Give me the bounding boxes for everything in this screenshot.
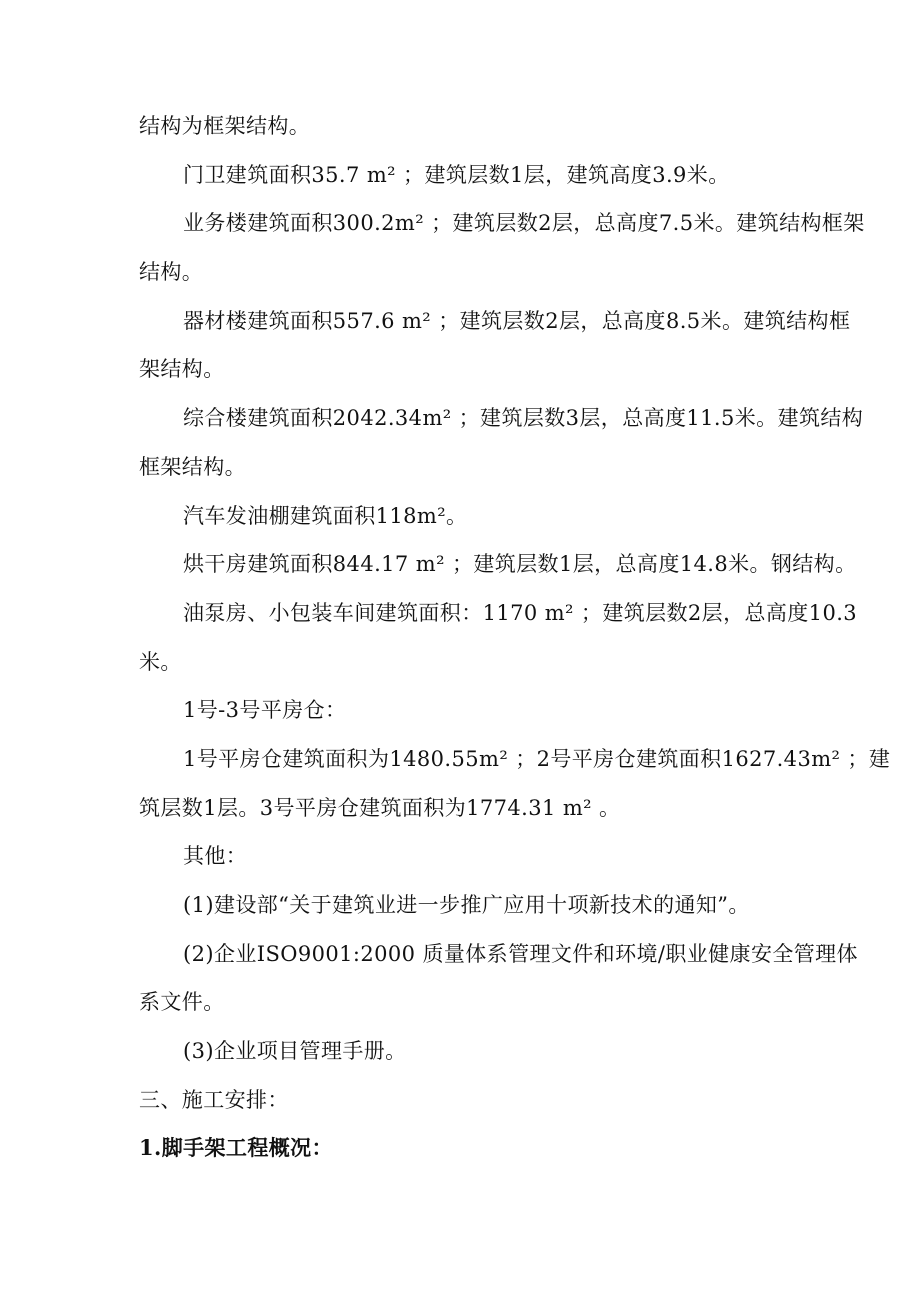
text-line: 框架结构。	[139, 454, 246, 479]
text-line: 烘干房建筑面积844.17 m² ；建筑层数1层，总高度14.8米。钢结构。	[183, 552, 857, 577]
text-line: 门卫建筑面积35.7 m² ；建筑层数1层，建筑高度3.9米。	[183, 162, 730, 187]
text-line: 业务楼建筑面积300.2m² ；建筑层数2层，总高度7.5米。建筑结构框架	[183, 211, 865, 236]
text-line: 其他：	[183, 844, 248, 869]
text-line: 结构。	[139, 260, 204, 285]
text-line: 架结构。	[139, 357, 225, 382]
text-line: 系文件。	[139, 990, 225, 1015]
text-line: (1)建设部“关于建筑业进一步推广应用十项新技术的通知”。	[183, 893, 750, 917]
text-line: 筑层数1层。3号平房仓建筑面积为1774.31 m² 。	[139, 795, 621, 820]
section-heading: 三、施工安排：	[139, 1087, 289, 1112]
text-line: 汽车发油棚建筑面积118m²。	[183, 503, 468, 528]
text-line: 1号-3号平房仓：	[183, 698, 347, 723]
text-line: (2)企业ISO9001:2000 质量体系管理文件和环境/职业健康安全管理体	[183, 941, 858, 966]
text-line: 油泵房、小包装车间建筑面积：1170 m² ；建筑层数2层，总高度10.3	[183, 600, 858, 625]
text-line: (3)企业项目管理手册。	[183, 1039, 407, 1064]
text-line: 米。	[139, 649, 182, 674]
text-line: 结构为框架结构。	[139, 114, 311, 138]
text-line: 综合楼建筑面积2042.34m² ；建筑层数3层，总高度11.5米。建筑结构	[183, 406, 864, 431]
text-line: 1号平房仓建筑面积为1480.55m² ；2号平房仓建筑面积1627.43m² ；建	[183, 746, 891, 771]
subsection-heading: 1.脚手架工程概况：	[139, 1135, 333, 1161]
text-line: 器材楼建筑面积557.6 m² ；建筑层数2层，总高度8.5米。建筑结构框	[183, 308, 851, 333]
